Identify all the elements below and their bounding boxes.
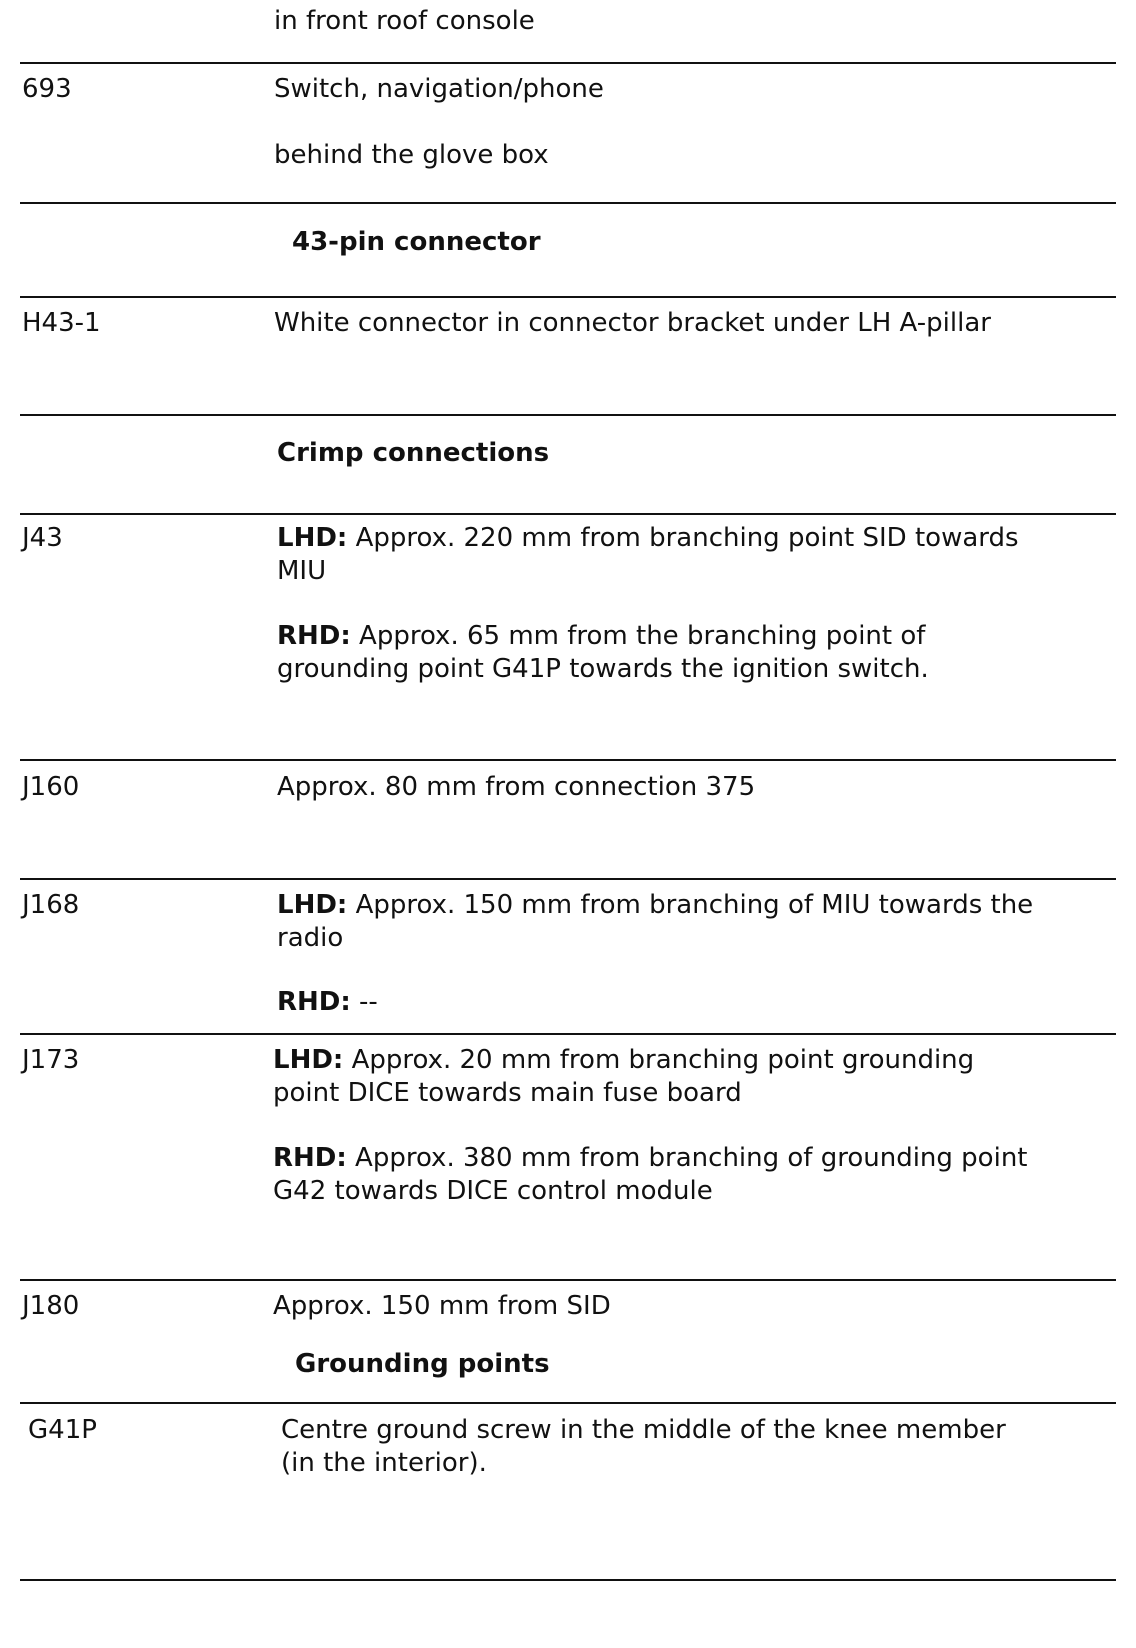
row-text: Switch, navigation/phone	[274, 74, 604, 104]
lhd-label: LHD:	[277, 523, 348, 553]
divider	[20, 1402, 1116, 1404]
rhd-note	[277, 620, 977, 686]
row-text: in front roof console	[274, 6, 535, 36]
row-code: J168	[22, 890, 80, 920]
row-code: J180	[22, 1291, 80, 1321]
divider	[20, 296, 1116, 298]
section-heading: Crimp connections	[277, 438, 550, 468]
lhd-note	[277, 522, 1057, 588]
rhd-label: RHD:	[273, 1143, 347, 1173]
row-text: Approx. 80 mm from connection 375	[277, 772, 756, 802]
rhd-note	[277, 986, 378, 1019]
lhd-note	[277, 889, 1037, 955]
rhd-note	[273, 1142, 1063, 1208]
rhd-text: Approx. 380 mm from branching of grounding point G42 towards DICE control module	[273, 1143, 1028, 1206]
divider	[20, 62, 1116, 64]
lhd-text: Approx. 220 mm from branching point SID towards MIU	[277, 523, 1019, 586]
lhd-text: Approx. 20 mm from branching point grounding point DICE towards main fuse board	[273, 1045, 975, 1108]
divider	[20, 1279, 1116, 1281]
lhd-label: LHD:	[273, 1045, 344, 1075]
row-code: G41P	[28, 1415, 97, 1445]
row-code: 693	[22, 74, 72, 104]
row-code: J43	[22, 523, 63, 553]
divider	[20, 759, 1116, 761]
section-heading: 43-pin connector	[292, 227, 541, 257]
row-text: Approx. 150 mm from SID	[273, 1291, 611, 1321]
lhd-text: Approx. 150 mm from branching of MIU towards the radio	[277, 890, 1034, 953]
row-code: J160	[22, 772, 80, 802]
row-code: J173	[22, 1045, 80, 1075]
divider	[20, 1033, 1116, 1035]
row-text: White connector in connector bracket under LH A-pillar	[274, 308, 991, 338]
lhd-note	[273, 1044, 1023, 1110]
lhd-label: LHD:	[277, 890, 348, 920]
rhd-label: RHD:	[277, 987, 351, 1017]
row-text: behind the glove box	[274, 140, 549, 170]
divider	[20, 202, 1116, 204]
rhd-label: RHD:	[277, 621, 351, 651]
divider	[20, 414, 1116, 416]
rhd-text: --	[359, 987, 378, 1017]
rhd-text: Approx. 65 mm from the branching point of grounding point G41P towards the ignition switch.	[277, 621, 929, 684]
row-code: H43-1	[22, 308, 101, 338]
divider	[20, 513, 1116, 515]
divider	[20, 1579, 1116, 1581]
row-text: Centre ground screw in the middle of the knee member (in the interior).	[281, 1415, 1006, 1478]
divider	[20, 878, 1116, 880]
section-heading: Grounding points	[295, 1349, 550, 1379]
